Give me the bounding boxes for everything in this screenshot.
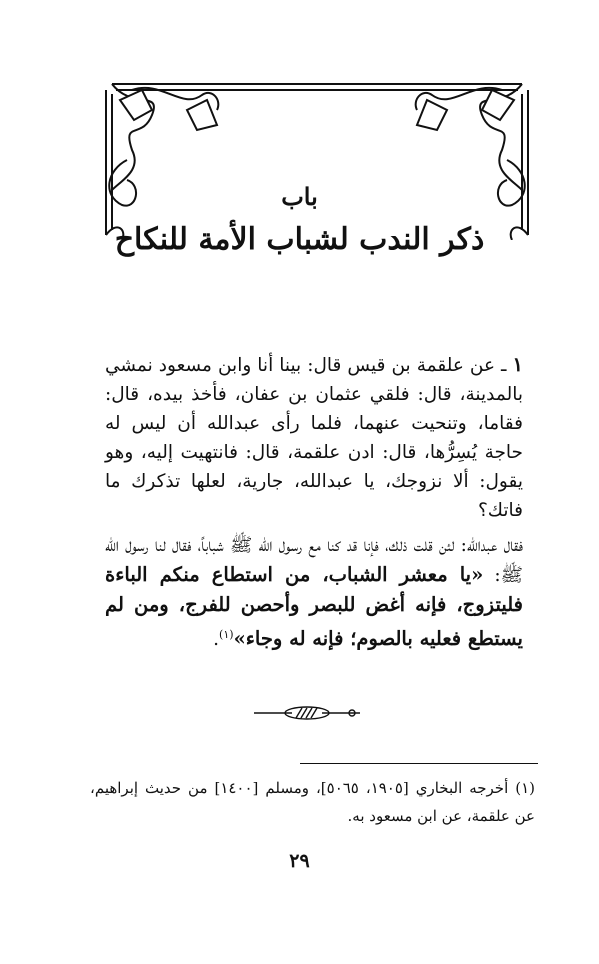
prophetic-saying: «يا معشر الشباب، من استطاع منكم الباءة فليتزوج، فإنه أغض للبصر وأحصن للفرج، ومن لم يستطع فعليه بالصوم؛ فإنه له وجاء» bbox=[105, 563, 523, 651]
chapter-label: باب bbox=[281, 182, 318, 211]
footnote-reference: (١) bbox=[219, 628, 234, 641]
hadith-paragraph-2 bbox=[105, 531, 523, 654]
footnotes bbox=[90, 774, 535, 830]
hadith-paragraph-1-text: عن علقمة بن قيس قال: بينا أنا وابن مسعود نمشي بالمدينة، قال: فلقي عثمان بن عفان، فأخذ بيده، قال: فقاما، وتنحيت عنهما، فلما رأى عبدالله أن ليس له حاجة يُسِرُّها، قال: ادن علقمة، قال: فانتهيت إليه، وهو يقول: ألا نزوجك، يا عبدالله، جارية، لعلها تذكرك ما فاتك؟ bbox=[105, 355, 523, 521]
floral-frame-ornament bbox=[92, 70, 542, 240]
hadith-dash: ـ bbox=[495, 355, 513, 376]
page-number: ٢٩ bbox=[289, 850, 310, 872]
hadith-paragraph-1 bbox=[105, 350, 523, 525]
chapter-title: ذكر الندب لشباب الأمة للنكاح bbox=[114, 222, 485, 257]
hadith-paragraph-2-plain: فقال عبدالله: لئن قلت ذلك، فإنا قد كنا مع رسول الله ﷺ شباباً، فقال لنا رسول الله ﷺ: bbox=[105, 535, 523, 586]
footnote-1: (١) أخرجه البخاري [١٩٠٥، ٥٠٦٥]، ومسلم [١٤٠٠] من حديث إبراهيم، عن علقمة، عن ابن مسعود به. bbox=[90, 779, 535, 825]
ornamental-divider-icon bbox=[252, 702, 362, 724]
footnote-separator bbox=[300, 763, 538, 764]
hadith-paragraph-2-end: . bbox=[213, 629, 220, 651]
hadith-text bbox=[105, 350, 523, 654]
hadith-number: ١ bbox=[512, 353, 523, 376]
